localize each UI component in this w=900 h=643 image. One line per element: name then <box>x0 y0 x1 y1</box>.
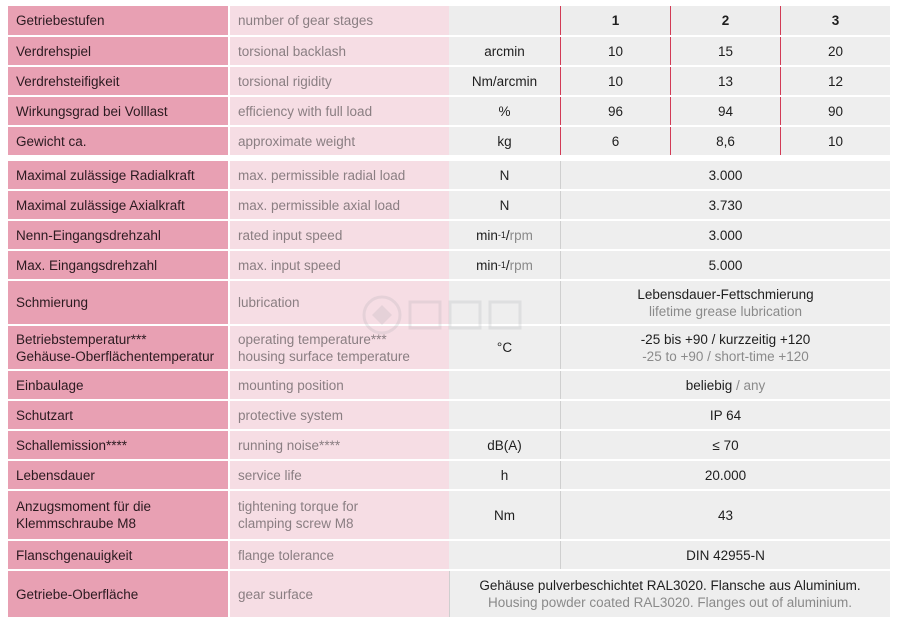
value-separator: / <box>732 377 744 393</box>
label-en-line-2: clamping screw M8 <box>238 516 354 531</box>
row-value: ≤ 70 <box>560 431 890 459</box>
table-row <box>8 125 890 155</box>
row-value: 5.000 <box>560 251 890 279</box>
row-value: 3.000 <box>560 221 890 249</box>
row-label-en <box>230 491 449 539</box>
label-de-line-1: Betriebstemperatur*** <box>16 331 147 347</box>
row-label-de: Wirkungsgrad bei Volllast <box>8 97 230 125</box>
row-value <box>560 371 890 399</box>
row-unit <box>449 401 560 429</box>
row-label-de: Nenn-Eingangsdrehzahl <box>8 221 230 249</box>
row-unit <box>449 541 560 569</box>
row-label-de: Max. Eingangsdrehzahl <box>8 251 230 279</box>
table-row <box>8 249 890 279</box>
row-label-de: Einbaulage <box>8 371 230 399</box>
table-row <box>8 65 890 95</box>
value-alt: any <box>743 377 766 393</box>
table-row <box>8 324 890 369</box>
table-row <box>8 459 890 489</box>
unit-main: min <box>476 257 498 273</box>
row-label-en <box>230 326 449 369</box>
value-stage-1: 10 <box>560 67 670 95</box>
row-label-en: max. input speed <box>230 251 449 279</box>
row-label-de <box>8 491 230 539</box>
row-label-en: protective system <box>230 401 449 429</box>
value-sub: -25 to +90 / short-time +120 <box>642 348 809 364</box>
row-value: IP 64 <box>560 401 890 429</box>
unit-main: min <box>476 227 498 243</box>
row-label-de: Schutzart <box>8 401 230 429</box>
unit-tail: / <box>505 257 510 273</box>
row-label-de: Verdrehsteifigkeit <box>8 67 230 95</box>
row-unit: N <box>449 191 560 219</box>
label-de-line-2: Gehäuse-Oberflächentemperatur <box>16 348 215 364</box>
table-row <box>8 429 890 459</box>
row-label-en: approximate weight <box>230 127 449 155</box>
row-value <box>560 326 890 369</box>
row-unit: h <box>449 461 560 489</box>
row-value: 43 <box>560 491 890 539</box>
row-label-en: service life <box>230 461 449 489</box>
row-label-en: torsional rigidity <box>230 67 449 95</box>
unit-alt: rpm <box>509 227 533 243</box>
stage-2: 2 <box>670 6 780 35</box>
row-label-en: lubrication <box>230 281 449 324</box>
row-label-de: Lebensdauer <box>8 461 230 489</box>
row-label-en: mounting position <box>230 371 449 399</box>
row-unit <box>449 281 560 324</box>
table-header-row <box>8 6 890 35</box>
table-row <box>8 569 890 617</box>
row-label-en: rated input speed <box>230 221 449 249</box>
row-value <box>449 571 890 617</box>
row-label-en: torsional backlash <box>230 37 449 65</box>
row-unit: N <box>449 161 560 189</box>
row-label-de: Gewicht ca. <box>8 127 230 155</box>
value-stage-2: 15 <box>670 37 780 65</box>
label-en-line-1: operating temperature*** <box>238 331 387 347</box>
label-de-line-2: Klemmschraube M8 <box>16 516 137 531</box>
table-row <box>8 189 890 219</box>
value-stage-2: 8,6 <box>670 127 780 155</box>
header-en: number of gear stages <box>230 6 449 35</box>
table-row <box>8 369 890 399</box>
value-stage-1: 96 <box>560 97 670 125</box>
table-row <box>8 489 890 539</box>
value-main: Gehäuse pulverbeschichtet RAL3020. Flansche aus Aluminium. <box>479 578 861 593</box>
value-stage-2: 13 <box>670 67 780 95</box>
table-row <box>8 95 890 125</box>
row-label-en: efficiency with full load <box>230 97 449 125</box>
row-label-de: Maximal zulässige Axialkraft <box>8 191 230 219</box>
value-sub: lifetime grease lubrication <box>648 303 803 319</box>
row-label-en: max. permissible axial load <box>230 191 449 219</box>
label-de-line-1: Anzugsmoment für die <box>16 499 152 514</box>
row-label-de: Verdrehspiel <box>8 37 230 65</box>
row-unit: min -1 / rpm <box>449 251 560 279</box>
row-label-de: Schallemission**** <box>8 431 230 459</box>
row-unit: °C <box>449 326 560 369</box>
table-row <box>8 219 890 249</box>
header-de: Getriebestufen <box>8 6 230 35</box>
row-unit: kg <box>449 127 560 155</box>
row-label-en: flange tolerance <box>230 541 449 569</box>
row-unit: min -1 / rpm <box>449 221 560 249</box>
unit-alt: rpm <box>509 257 533 273</box>
row-value: 3.000 <box>560 161 890 189</box>
header-unit <box>449 6 560 35</box>
row-label-de: Maximal zulässige Radialkraft <box>8 161 230 189</box>
row-unit <box>449 371 560 399</box>
value-main: Lebensdauer-Fettschmierung <box>637 286 814 302</box>
row-unit: arcmin <box>449 37 560 65</box>
value-main: -25 bis +90 / kurzzeitig +120 <box>640 331 811 347</box>
row-label-de <box>8 326 230 369</box>
label-en-line-1: tightening torque for <box>238 499 359 514</box>
label-en-line-2: housing surface temperature <box>238 348 410 364</box>
row-value: 20.000 <box>560 461 890 489</box>
row-unit: % <box>449 97 560 125</box>
value-stage-3: 20 <box>780 37 890 65</box>
row-label-en: max. permissible radial load <box>230 161 449 189</box>
spec-table <box>8 6 890 617</box>
row-label-de: Flanschgenauigkeit <box>8 541 230 569</box>
row-label-en: gear surface <box>230 571 449 617</box>
row-label-en: running noise**** <box>230 431 449 459</box>
value-stage-1: 10 <box>560 37 670 65</box>
row-unit: dB(A) <box>449 431 560 459</box>
stage-3: 3 <box>780 6 890 35</box>
value-stage-2: 94 <box>670 97 780 125</box>
row-value <box>560 281 890 324</box>
value-stage-3: 10 <box>780 127 890 155</box>
value-sub: Housing powder coated RAL3020. Flanges out of aluminium. <box>488 595 852 610</box>
stage-1: 1 <box>560 6 670 35</box>
table-row <box>8 155 890 189</box>
row-label-de: Schmierung <box>8 281 230 324</box>
row-label-de: Getriebe-Oberfläche <box>8 571 230 617</box>
table-row <box>8 279 890 324</box>
value-stage-3: 90 <box>780 97 890 125</box>
row-value: 3.730 <box>560 191 890 219</box>
table-row <box>8 539 890 569</box>
table-row <box>8 399 890 429</box>
row-unit: Nm <box>449 491 560 539</box>
value-main: beliebig <box>685 377 733 393</box>
table-row <box>8 35 890 65</box>
value-stage-3: 12 <box>780 67 890 95</box>
unit-tail: / <box>505 227 510 243</box>
value-stage-1: 6 <box>560 127 670 155</box>
row-unit: Nm/arcmin <box>449 67 560 95</box>
row-value: DIN 42955-N <box>560 541 890 569</box>
